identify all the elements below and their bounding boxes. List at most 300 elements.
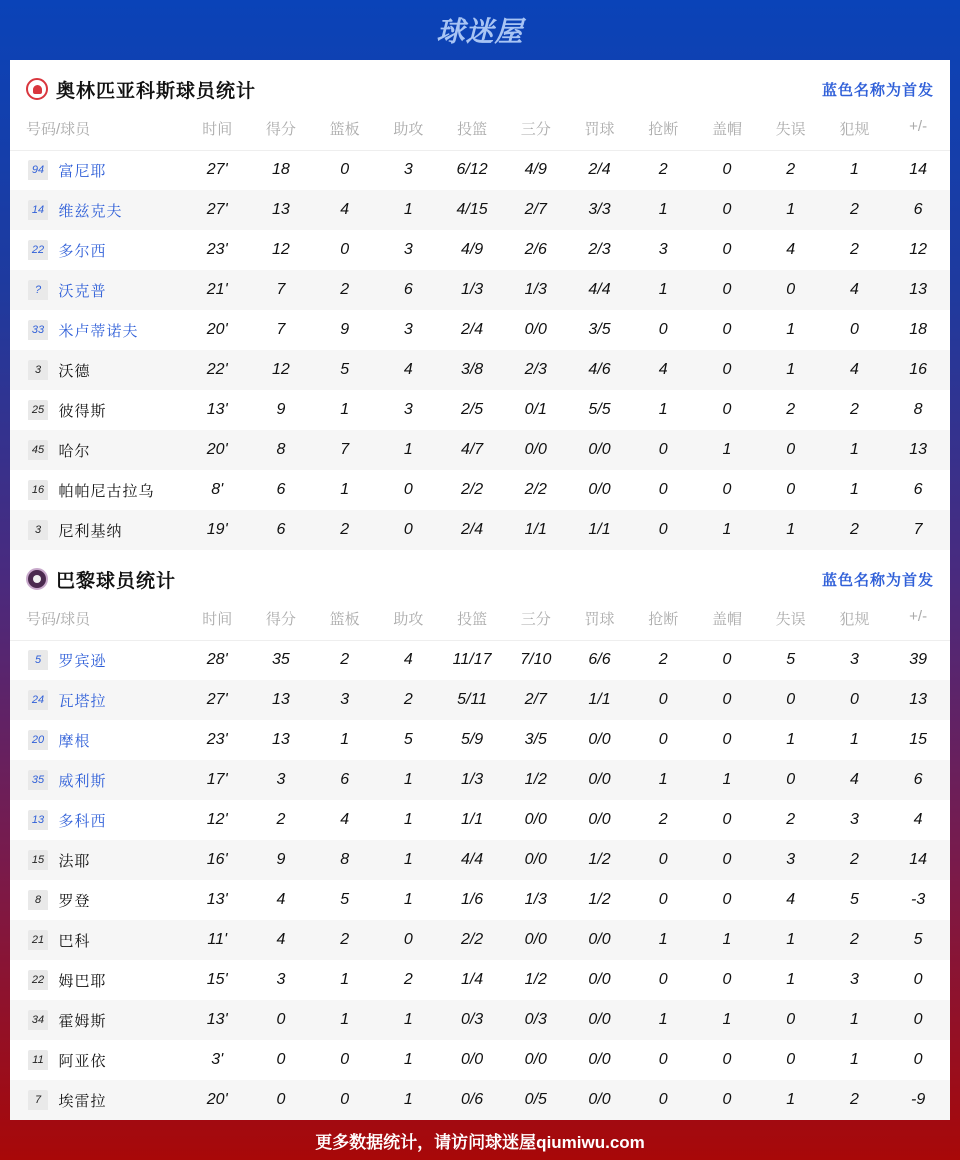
stat-cell: 3 [403,241,413,258]
player-name[interactable]: 瓦塔拉 [58,692,107,710]
column-header[interactable]: 号码/球员 [10,118,185,150]
stat-cell: 0 [377,920,441,960]
player-name[interactable]: 威利斯 [58,772,107,790]
stat-cell: 1 [695,760,759,800]
stat-cell: 3 [403,401,413,418]
stat-cell: 1 [377,1080,441,1120]
jersey-number-icon: 16 [28,480,48,500]
jersey-number-icon: 34 [28,1010,48,1030]
stat-cell: 0 [313,1080,377,1120]
stat-cell: 1 [823,430,887,470]
player-cell[interactable] [10,760,185,800]
stat-cell: 1/3 [440,270,504,310]
stat-cell: 1 [695,510,759,550]
player-name[interactable]: 米卢蒂诺夫 [58,322,139,340]
stat-cell: 1 [340,971,350,988]
stat-cell: 1 [849,731,859,748]
stat-cell: 8 [313,840,377,880]
stat-cell: 1/2 [524,971,547,988]
stat-cell: 1/2 [588,891,611,908]
player-name[interactable]: 阿亚依 [58,1052,107,1070]
stat-cell: 0 [276,1051,286,1068]
stat-cell: 5 [849,891,859,908]
player-name[interactable]: 帕帕尼古拉乌 [58,482,155,500]
table-row[interactable] [10,1000,950,1040]
stat-cell: 1 [849,1051,859,1068]
team-section [10,60,950,550]
table-row[interactable] [10,350,950,390]
player-name[interactable]: 沃克普 [58,282,107,300]
jersey-number-icon: 33 [28,320,48,340]
stat-cell: 3 [313,680,377,720]
stat-cell: 2 [377,680,441,720]
player-cell[interactable] [10,190,185,230]
stat-cell: 13 [886,270,950,310]
stat-cell: 1 [313,1000,377,1040]
stat-cell: 1 [695,430,759,470]
table-row[interactable] [10,840,950,880]
stat-cell: 3/3 [568,190,632,230]
player-cell[interactable] [10,1000,185,1040]
stat-cell: 8' [211,481,224,498]
stat-cell: 3/5 [588,321,611,338]
stat-cell: 0 [759,1000,823,1040]
stat-cell: 6 [249,510,313,550]
stat-cell: 0 [658,1051,668,1068]
table-row[interactable] [10,510,950,550]
table-row[interactable] [10,1080,950,1120]
stat-cell: 0 [722,241,732,258]
player-name[interactable]: 法耶 [58,852,91,870]
stat-cell: 0 [658,481,668,498]
stat-cell: 2 [658,161,668,179]
stat-cell: 13 [886,430,950,470]
stat-cell: 0 [722,891,732,908]
stat-cell: 27' [206,161,228,179]
stat-cell: 0 [722,161,732,179]
player-name[interactable]: 霍姆斯 [58,1012,107,1030]
stat-cell: 4 [276,891,286,908]
stat-cell: 12 [249,350,313,390]
column-header[interactable]: 篮板 [313,608,377,640]
stat-cell: 5 [403,731,413,748]
table-header-row [10,608,950,640]
player-cell[interactable] [10,1080,185,1120]
stat-cell: 1/3 [524,891,547,908]
stat-cell: 12' [206,811,228,828]
stat-cell: 0 [695,1080,759,1120]
player-name[interactable]: 摩根 [58,732,91,750]
column-header[interactable]: 时间 [185,118,249,150]
stat-cell: 0 [695,840,759,880]
player-cell[interactable] [10,510,185,550]
table-row[interactable] [10,640,950,680]
table-row[interactable] [10,1040,950,1080]
stat-cell: 1 [340,401,350,418]
player-name[interactable]: 哈尔 [58,442,91,460]
stat-cell: 1 [786,731,796,748]
column-header[interactable]: 失误 [759,118,823,150]
starter-legend: 蓝色名称为首发 [821,81,934,99]
table-row[interactable] [10,720,950,760]
stat-cell: 12 [272,241,290,258]
column-header[interactable]: 抢断 [631,118,695,150]
stat-cell: 2/6 [524,241,547,258]
player-cell[interactable] [10,880,185,920]
stat-cell: 0/0 [524,321,547,338]
player-cell[interactable] [10,1040,185,1080]
stat-cell: 2/2 [524,481,547,498]
starter-legend: 蓝色名称为首发 [821,571,934,589]
stat-cell: 2 [786,811,796,828]
stat-cell: 4 [631,350,695,390]
stat-cell: 2 [313,270,377,310]
stat-cell: 4 [313,190,377,230]
player-cell[interactable] [10,960,185,1000]
teams-container [10,60,950,1120]
stat-cell: 0/0 [460,1051,484,1068]
player-cell[interactable] [10,430,185,470]
stat-cell: 0/0 [568,430,632,470]
stat-cell: 1 [631,270,695,310]
table-row[interactable] [10,230,950,270]
player-cell[interactable] [10,470,185,510]
stat-cell: 1/1 [504,510,568,550]
player-name[interactable]: 沃德 [58,362,91,380]
stat-cell: 0/0 [504,840,568,880]
stat-cell: 18 [909,321,928,338]
jersey-number-icon: ? [28,280,48,300]
column-header[interactable]: 投篮 [440,118,504,150]
stat-cell: 0 [759,270,823,310]
column-header[interactable]: +/- [886,118,950,150]
stat-cell: 13 [272,731,290,748]
stat-cell: 3 [849,811,859,828]
jersey-number-icon: 7 [28,1090,48,1110]
stat-cell: 0 [695,270,759,310]
stat-cell: 1 [377,190,441,230]
stat-cell: 3 [759,840,823,880]
stat-cell: 23' [206,731,228,748]
stat-cell: 1/1 [460,811,484,828]
stat-cell: 23' [206,241,228,258]
stat-cell: 2 [658,651,668,669]
column-header[interactable]: 盖帽 [695,118,759,150]
stat-cell: 17' [185,760,249,800]
stat-cell: 5/11 [440,680,504,720]
stat-cell: 2 [849,401,859,418]
player-name[interactable]: 罗宾逊 [58,652,107,670]
stat-cell: 4/4 [440,840,504,880]
stat-cell: 0 [340,161,350,179]
stat-cell: 2 [786,161,796,179]
player-name[interactable]: 巴科 [58,932,91,950]
player-cell[interactable] [10,150,185,190]
player-cell[interactable] [10,230,185,270]
player-name[interactable]: 多尔西 [58,242,107,260]
stat-cell: 11/17 [452,651,492,669]
stat-cell: 0 [658,891,668,908]
column-header[interactable]: 三分 [504,118,568,150]
stat-cell: 14 [886,840,950,880]
stat-cell: 13 [249,680,313,720]
stat-cell: 20' [185,1080,249,1120]
stat-cell: 1 [759,190,823,230]
stat-cell: 0/0 [588,971,611,988]
player-cell[interactable] [10,920,185,960]
stat-cell: 2/7 [504,190,568,230]
stat-cell: 0 [886,1000,950,1040]
column-header[interactable]: 三分 [504,608,568,640]
column-header[interactable]: 投篮 [440,608,504,640]
team-header [10,550,950,608]
stat-cell: 13' [206,891,228,908]
stat-cell: 2/4 [588,161,611,179]
column-header[interactable]: 篮板 [313,118,377,150]
stat-cell: 0 [759,680,823,720]
column-header[interactable]: 助攻 [377,608,441,640]
table-row[interactable] [10,390,950,430]
jersey-number-icon: 20 [28,730,48,750]
column-header[interactable]: 得分 [249,118,313,150]
table-row[interactable] [10,680,950,720]
stat-cell: 1 [403,891,413,908]
player-cell[interactable] [10,640,185,680]
stat-cell: 0 [249,1000,313,1040]
stat-cell: 9 [249,840,313,880]
column-header[interactable]: 时间 [185,608,249,640]
player-cell[interactable] [10,390,185,430]
table-row[interactable] [10,920,950,960]
stat-cell: 1/2 [504,760,568,800]
stat-cell: 2 [823,920,887,960]
stat-cell: 0/0 [504,430,568,470]
stat-cell: 2/7 [504,680,568,720]
stat-cell: 6 [886,190,950,230]
stat-cell: 0 [658,731,668,748]
table-row[interactable] [10,800,950,840]
stat-cell: 0 [722,1051,732,1068]
stat-cell: 11' [185,920,249,960]
stat-cell: 3 [658,241,668,258]
table-row[interactable] [10,470,950,510]
stat-cell: 0/3 [504,1000,568,1040]
table-row[interactable] [10,960,950,1000]
stat-cell: 1 [759,920,823,960]
stat-cell: 2/5 [460,401,484,418]
player-name[interactable]: 埃雷拉 [58,1092,107,1110]
table-row[interactable] [10,310,950,350]
stat-cell: 4/9 [460,241,484,258]
stat-cell: 1 [377,1000,441,1040]
stat-cell: 18 [272,161,290,179]
stat-cell: 0 [403,481,413,498]
stat-cell: 13' [206,401,228,418]
table-row[interactable] [10,270,950,310]
player-cell[interactable] [10,720,185,760]
jersey-number-icon: 45 [28,440,48,460]
stat-cell: 2 [823,1080,887,1120]
jersey-number-icon: 24 [28,690,48,710]
table-row[interactable] [10,760,950,800]
jersey-number-icon: 21 [28,930,48,950]
stat-cell: 0/5 [504,1080,568,1120]
stat-cell: 1 [340,481,350,498]
player-cell[interactable] [10,680,185,720]
stat-cell: 0 [695,190,759,230]
stat-cell: 7 [886,510,950,550]
stat-cell: 0/6 [440,1080,504,1120]
stat-cell: 4/15 [440,190,504,230]
stat-cell: 4 [913,811,923,828]
stat-cell: 2 [403,971,413,988]
player-name[interactable]: 富尼耶 [58,162,107,180]
stat-cell: 20' [185,430,249,470]
table-row[interactable] [10,190,950,230]
stat-cell: 1 [695,1000,759,1040]
stat-cell: 1 [786,971,796,988]
stat-cell: 6 [913,481,923,498]
brand-logo: 球迷屋 [436,16,524,47]
stat-cell: 6 [313,760,377,800]
stat-cell: 2 [313,920,377,960]
stat-cell: 0 [722,401,732,418]
stat-cell: 4 [823,350,887,390]
stat-cell: 4/9 [524,161,547,179]
stat-cell: 1 [631,1000,695,1040]
column-header[interactable]: 抢断 [631,608,695,640]
stat-cell: 13 [886,680,950,720]
stat-cell: 1/2 [568,840,632,880]
stat-cell: 2 [786,401,796,418]
jersey-number-icon: 22 [28,240,48,260]
stat-cell: 4 [403,651,413,669]
player-cell[interactable] [10,840,185,880]
stat-cell: 3 [849,971,859,988]
stat-cell: 4/7 [440,430,504,470]
stat-cell: 16 [886,350,950,390]
player-cell[interactable] [10,800,185,840]
player-name[interactable]: 姆巴耶 [58,972,107,990]
stat-cell: 1 [823,1000,887,1040]
stat-cell: 5 [886,920,950,960]
stat-cell: 13 [249,190,313,230]
stat-cell: 0 [377,510,441,550]
team-logo-icon [26,568,48,590]
stat-cell: 1 [658,401,668,418]
stat-cell: 1 [403,1051,413,1068]
stat-cell: 1/4 [460,971,484,988]
stat-cell: 0/0 [568,760,632,800]
jersey-number-icon: 15 [28,850,48,870]
stat-cell: 0/0 [524,1051,547,1068]
stat-cell: 7 [276,321,286,338]
column-header[interactable]: 失误 [759,608,823,640]
table-row[interactable] [10,880,950,920]
stat-cell: 0 [631,680,695,720]
stat-cell: 0 [722,731,732,748]
stat-cell: 1 [759,350,823,390]
stat-cell: -3 [911,891,926,908]
column-header[interactable]: +/- [886,608,950,640]
jersey-number-icon: 8 [28,890,48,910]
stat-cell: 21' [185,270,249,310]
stat-cell: 0 [722,811,732,828]
stat-cell: 6 [377,270,441,310]
stat-cell: 0 [722,971,732,988]
stat-cell: 19' [185,510,249,550]
stat-cell: 2 [849,241,859,258]
column-header[interactable]: 得分 [249,608,313,640]
stat-cell: 0/0 [588,481,611,498]
player-name[interactable]: 彼得斯 [58,402,107,420]
table-row[interactable] [10,150,950,190]
player-name[interactable]: 罗登 [58,892,91,910]
stat-cell: 4 [823,760,887,800]
stat-cell: 0 [759,430,823,470]
stat-cell: 3 [849,651,859,669]
stat-cell: 4 [823,270,887,310]
stat-cell: 4 [786,891,796,908]
player-name[interactable]: 尼利基纳 [58,522,123,540]
stat-cell: 2/3 [504,350,568,390]
jersey-number-icon: 22 [28,970,48,990]
stat-cell: 5 [786,651,796,669]
column-header[interactable]: 犯规 [823,118,887,150]
stat-cell: 1 [377,430,441,470]
stat-cell: 1 [631,920,695,960]
stats-panel [10,60,950,1120]
stat-cell: 3/5 [524,731,547,748]
stat-cell: 0 [786,481,796,498]
column-header[interactable]: 号码/球员 [10,608,185,640]
stat-cell: 15' [206,971,228,988]
stat-cell: 2 [823,190,887,230]
jersey-number-icon: 11 [28,1050,48,1070]
stat-cell: 2 [340,651,350,669]
stat-cell: 5 [340,891,350,908]
column-header[interactable]: 罚球 [568,118,632,150]
column-header[interactable]: 助攻 [377,118,441,150]
stat-cell: 2 [658,811,668,828]
stat-cell: 0 [849,321,859,338]
player-name[interactable]: 多科西 [58,812,107,830]
stat-cell: 0/0 [524,811,547,828]
stat-cell: 2 [823,840,887,880]
player-cell[interactable] [10,270,185,310]
table-row[interactable] [10,430,950,470]
footer-text[interactable]: 更多数据统计，请访问球迷屋qiumiwu.com [315,1132,645,1152]
jersey-number-icon: 3 [28,360,48,380]
column-header[interactable]: 犯规 [823,608,887,640]
stat-cell: 0 [913,971,923,988]
player-cell[interactable] [10,310,185,350]
column-header[interactable]: 盖帽 [695,608,759,640]
stat-cell: 0 [340,241,350,258]
stat-cell: 3 [276,971,286,988]
player-name[interactable]: 维兹克夫 [58,202,123,220]
player-cell[interactable] [10,350,185,390]
footer-banner[interactable] [0,1120,960,1160]
stat-cell: 2/4 [440,510,504,550]
jersey-number-icon: 25 [28,400,48,420]
stat-cell: 0/0 [568,920,632,960]
column-header[interactable]: 罚球 [568,608,632,640]
jersey-number-icon: 14 [28,200,48,220]
stat-cell: 1/3 [440,760,504,800]
stat-cell: 1 [377,840,441,880]
stat-cell: 1 [403,811,413,828]
